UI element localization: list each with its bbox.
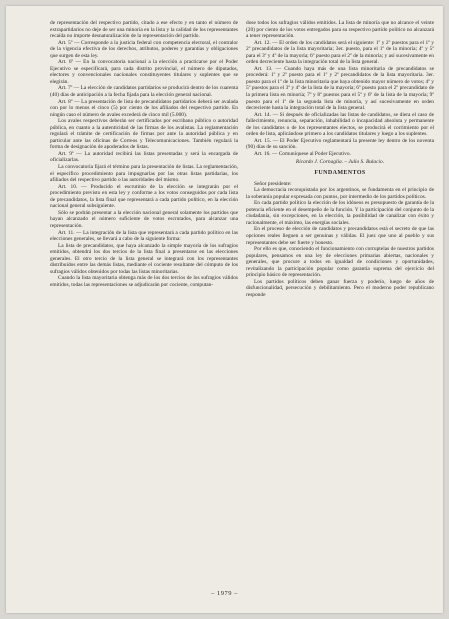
paragraph: Los partidos políticos deben ganar fuerza y poderío, luego de años de disfuncionalidad, persecución y debilitamiento. Pero el moderno poder republicano responde: [246, 278, 434, 298]
paragraph: La convocatoria fijará el término para la presentación de listas. La reglamentación, el específico procedimiento para impugnarlas por las otras listas partidarias, los afiliados del respectivo partido o las autoridades del mismo.: [50, 164, 238, 184]
paragraph: Art. 13. — Cuando haya más de una lista minoritaria de precandidatos se procederá: 1º y 2º puesto para el 1º y 2º precandidatos de la lista mayoritaria. 3er. puesto para el 1º de la lista minoritaria que haya obtenido mayor número de votos; 4º y 5º puestos para el 3º y 4º de la lista de la mayoría; 6º puesto para el 2º precandidato de la primera lista en minoría; 7º y 8º puestos para el 5º y 6º de la lista de la mayoría; 9º puesto para el 1º de la segunda lista de minoría, y así sucesivamente en orden decreciente hasta la integración total de la lista general.: [246, 65, 434, 112]
paragraph: Por ello es que, conociendo el funcionamiento con corruptelas de nuestros partidos populares, pensamos en una ley de elecciones primarias abiertas, nacionales y generales, que procure a todos en igualdad de condiciones y oportunidades, revitalizando la participación popular como garantía suprema del ejercicio del principio básico de representación.: [246, 246, 434, 279]
paragraph: Sólo se podrán presentar a la elección nacional general solamente los partidos que hayan alcanzado el número suficiente de votos escrutados, para alcanzar una representación.: [50, 209, 238, 229]
signature-line: Ricardo J. Cornaglia. – Julio S. Bulacio.: [295, 159, 385, 166]
page-number-text: – 1979 –: [211, 590, 238, 597]
paragraph: Art. 7º — La elección de candidatos partidarios se producirá dentro de los cuarenta (40) días de anticipación a la fecha fijada para la elección general nacional.: [50, 85, 238, 99]
paragraph: Cuando la lista mayoritaria obtenga más de los dos tercios de los sufragios válidos emitidos, todas las representaciones se adjudicarán por cociente, computan-: [50, 275, 238, 288]
paragraph: de representación del respectivo partido, citado a ese efecto y en tanto el número de extrapartidarios no deje de ser una minoría en la lista y la calidad de los representantes recaída no importe desnaturalización de la representación del partido.: [50, 20, 238, 40]
paragraph: Art. 16. — Comuníquese al Poder Ejecutivo.: [254, 150, 351, 157]
page-number: [6, 590, 443, 597]
paragraph: La democracia reconquistada por los argentinos, se fundamenta en el principio de la soberanía popular expresada con puntos, por intermedio de los partidos políticos.: [246, 187, 434, 200]
paragraph: En cada partido político la elección de los idóneos es presupuesto de garantía de la potencia eficiente en el desempeño de la función. Y la participación del conjunto de la ciudadanía, sin excepciones, en la elección, la posibilidad de canalizar con éxito y racionalmente, el máximo, las energías sociales.: [246, 200, 434, 226]
paragraph: La lista de precandidatos, que haya alcanzado la simple mayoría de los sufragios emitidos, obtendrá los dos tercios de la lista final a presentarse en las elecciones generales. El otro tercio de la lista general se integrará con los representantes distribuidos entre las demás listas, mediante el cociente resultante del cómputo de los sufragios válidos obtenidos por todas las listas minoritarias.: [50, 242, 238, 275]
paragraph: Art. 15. — El Poder Ejecutivo reglamentará la presente ley dentro de los noventa (90) días de su sanción.: [246, 137, 434, 151]
paragraph: Los avales respectivos deberán ser certificados por escribano público o autoridad pública, en cuanto a la autenticidad de las firmas de los avalistas. La reglamentación regulará el trámite de certificación de firmas por ante la autoridad pública y en particular ante las oficinas de Correos y Telecomunicaciones. También regulará la forma de designación de apoderados de listas.: [50, 118, 238, 151]
paragraph: Art. 12. — El orden de los candidatos será el siguiente: 1º y 2º puestos para el 1º y 2º precandidatos de la lista mayoritaria; 3er. puesto, para el 1º de la minoría; 4º y 5º para el 3º y 4º de la mayoría; 6º puesto para el 2º de la minoría; y así sucesivamente en orden decreciente hasta la integración total de la lista general.: [246, 39, 434, 66]
right-column: [246, 20, 434, 298]
paragraph: En el proceso de elección de candidatos y precandidatos está el secreto de que las opciones reales lleguen a ser genuinas y válidas. El juez que uno al pueblo y sus representantes debe ser fuerte y honesto.: [246, 226, 434, 246]
paragraph: Art. 6º — En la convocatoria nacional a la elección a practicarse por el Poder Ejecutivo se especificará, para cada distrito provincial, el número de diputados, electores y convencionales nacionales constituyentes titulares y suplentes que se elegirán.: [50, 59, 238, 85]
fundamentos-heading: FUNDAMENTOS: [314, 170, 366, 177]
paragraph: Art. 5º — Corresponde a la justicia federal con competencia electoral, el contralor de la vigencia efectiva de los derechos, atributos, poderes y garantías y obligaciones que surgen de esta ley.: [50, 39, 238, 59]
paragraph: Art. 9º — La autoridad recibirá las listas presentadas y será la encargada de oficializarlas.: [50, 150, 238, 164]
paragraph: Art. 8º — La presentación de lista de precandidatos partidarios deberá ser avalada con por lo menos el cinco (5) por ciento de los afiliados del respectivo partido. En ningún caso el número de avales excederá de cinco mil (5.000).: [50, 98, 238, 118]
paragraph: Art. 11. — La integración de la lista que representará a cada partido político en las elecciones generales, se llevará a cabo de la siguiente forma:: [50, 229, 238, 243]
left-column: [50, 20, 238, 288]
paragraph: dose todos los sufragios válidos emitidos. La lista de minoría que no alcance el veinte (20) por ciento de los votos entregados para su respectivo partido político no alcanzará a tener representación.: [246, 20, 434, 40]
document-page: [6, 6, 443, 613]
salutation: Señor presidente:: [254, 180, 292, 187]
paragraph: Art. 10. — Producido el escrutinio de la elección se integrarán por el procedimiento previsto en esta ley y conforme a los votos conseguidos por cada lista de precandidatos, la lista final que representará a cada partido político, en la elección nacional general subsiguiente.: [50, 183, 238, 210]
paragraph: Art. 14. — Si después de oficializadas las listas de candidatos, se diera el caso de fallecimiento, renuncia, separación, inhabilidad o incapacidad absoluta y permanente de los candidatos o de los representantes electos, se producirá el corrimiento por el orden de lista, aplicándose primero a los candidatos titulares y luego a los suplentes.: [246, 111, 434, 138]
